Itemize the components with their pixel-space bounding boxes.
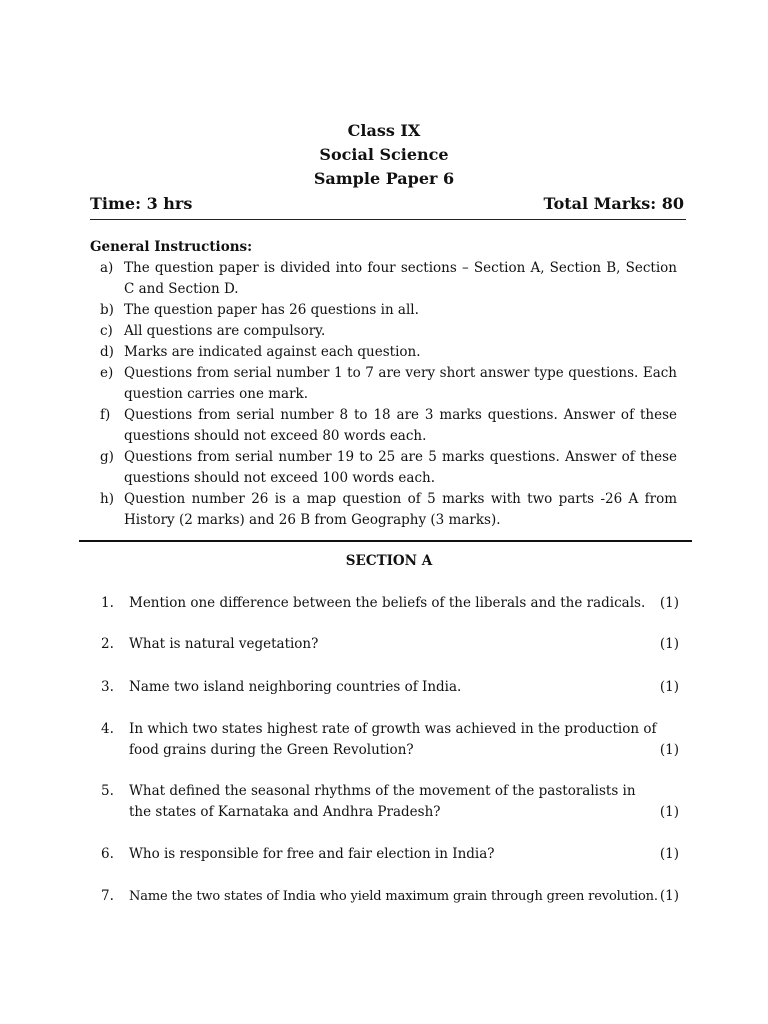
question-item (101, 719, 679, 761)
instruction-text: The question paper has 26 questions in all. (124, 302, 419, 318)
question-item (101, 593, 679, 614)
time-label: Time: 3 hrs (90, 194, 193, 213)
instruction-text: Questions from serial number 19 to 25 are 5 marks questions. Answer of these questions should not exceed 100 words each. (124, 449, 677, 486)
question-number: 2. (101, 636, 114, 652)
instruction-label: e) (100, 365, 114, 381)
question-marks: (1) (659, 679, 679, 695)
total-marks-label: Total Marks: 80 (543, 194, 684, 213)
instruction-label: b) (100, 302, 114, 318)
question-text: Name two island neighboring countries of India. (129, 679, 462, 695)
question-item (101, 781, 679, 823)
question-number: 3. (101, 679, 114, 695)
instruction-text: The question paper is divided into four sections – Section A, Section B, Section C and Section D. (124, 260, 677, 297)
question-marks: (1) (659, 888, 679, 904)
instructions-title: General Instructions: (90, 239, 253, 255)
question-text: Who is responsible for free and fair election in India? (129, 846, 495, 862)
instruction-text: Question number 26 is a map question of 5 marks with two parts -26 A from History (2 marks) and 26 B from Geography (3 marks). (124, 491, 677, 528)
subject-title: Social Science (319, 145, 449, 164)
instruction-item (100, 489, 677, 531)
question-item (101, 634, 679, 655)
instruction-item (100, 447, 677, 489)
question-item (101, 677, 679, 698)
question-text: What defined the seasonal rhythms of the movement of the pastoralists in the states of Karnataka and Andhra Pradesh? (129, 783, 636, 820)
paper-title: Sample Paper 6 (313, 169, 455, 188)
question-marks: (1) (659, 846, 679, 862)
section-divider (79, 540, 692, 542)
instruction-label: d) (100, 344, 114, 360)
class-title: Class IX (347, 121, 421, 140)
section-a-title: SECTION A (345, 553, 433, 569)
question-text: Name the two states of India who yield maximum grain through green revolution. (129, 889, 658, 904)
question-number: 1. (101, 595, 114, 611)
header-divider (90, 219, 686, 220)
instruction-label: f) (100, 407, 111, 423)
instruction-item (100, 363, 677, 405)
question-number: 7. (101, 888, 114, 904)
question-number: 6. (101, 846, 114, 862)
question-marks: (1) (659, 595, 679, 611)
instruction-label: h) (100, 491, 114, 507)
question-text: In which two states highest rate of growth was achieved in the production of food grains during the Green Revolution? (129, 721, 657, 758)
question-text: Mention one difference between the beliefs of the liberals and the radicals. (129, 595, 646, 611)
question-item (101, 844, 679, 865)
instruction-label: c) (100, 323, 113, 339)
question-number: 5. (101, 783, 114, 799)
question-number: 4. (101, 721, 114, 737)
instruction-text: Questions from serial number 1 to 7 are very short answer type questions. Each question carries one mark. (124, 365, 677, 402)
instruction-label: a) (100, 260, 114, 276)
question-text: What is natural vegetation? (129, 636, 319, 652)
instruction-item (100, 300, 677, 321)
instruction-text: Marks are indicated against each question. (124, 344, 421, 360)
question-marks: (1) (659, 636, 679, 652)
instruction-item (100, 405, 677, 447)
instruction-item (100, 258, 677, 300)
instruction-item (100, 342, 677, 363)
instruction-text: Questions from serial number 8 to 18 are 3 marks questions. Answer of these questions should not exceed 80 words each. (124, 407, 677, 444)
question-marks: (1) (659, 804, 679, 820)
question-item (101, 886, 679, 907)
instruction-item (100, 321, 677, 342)
question-marks: (1) (659, 742, 679, 758)
instruction-text: All questions are compulsory. (124, 323, 326, 339)
instruction-label: g) (100, 449, 114, 465)
